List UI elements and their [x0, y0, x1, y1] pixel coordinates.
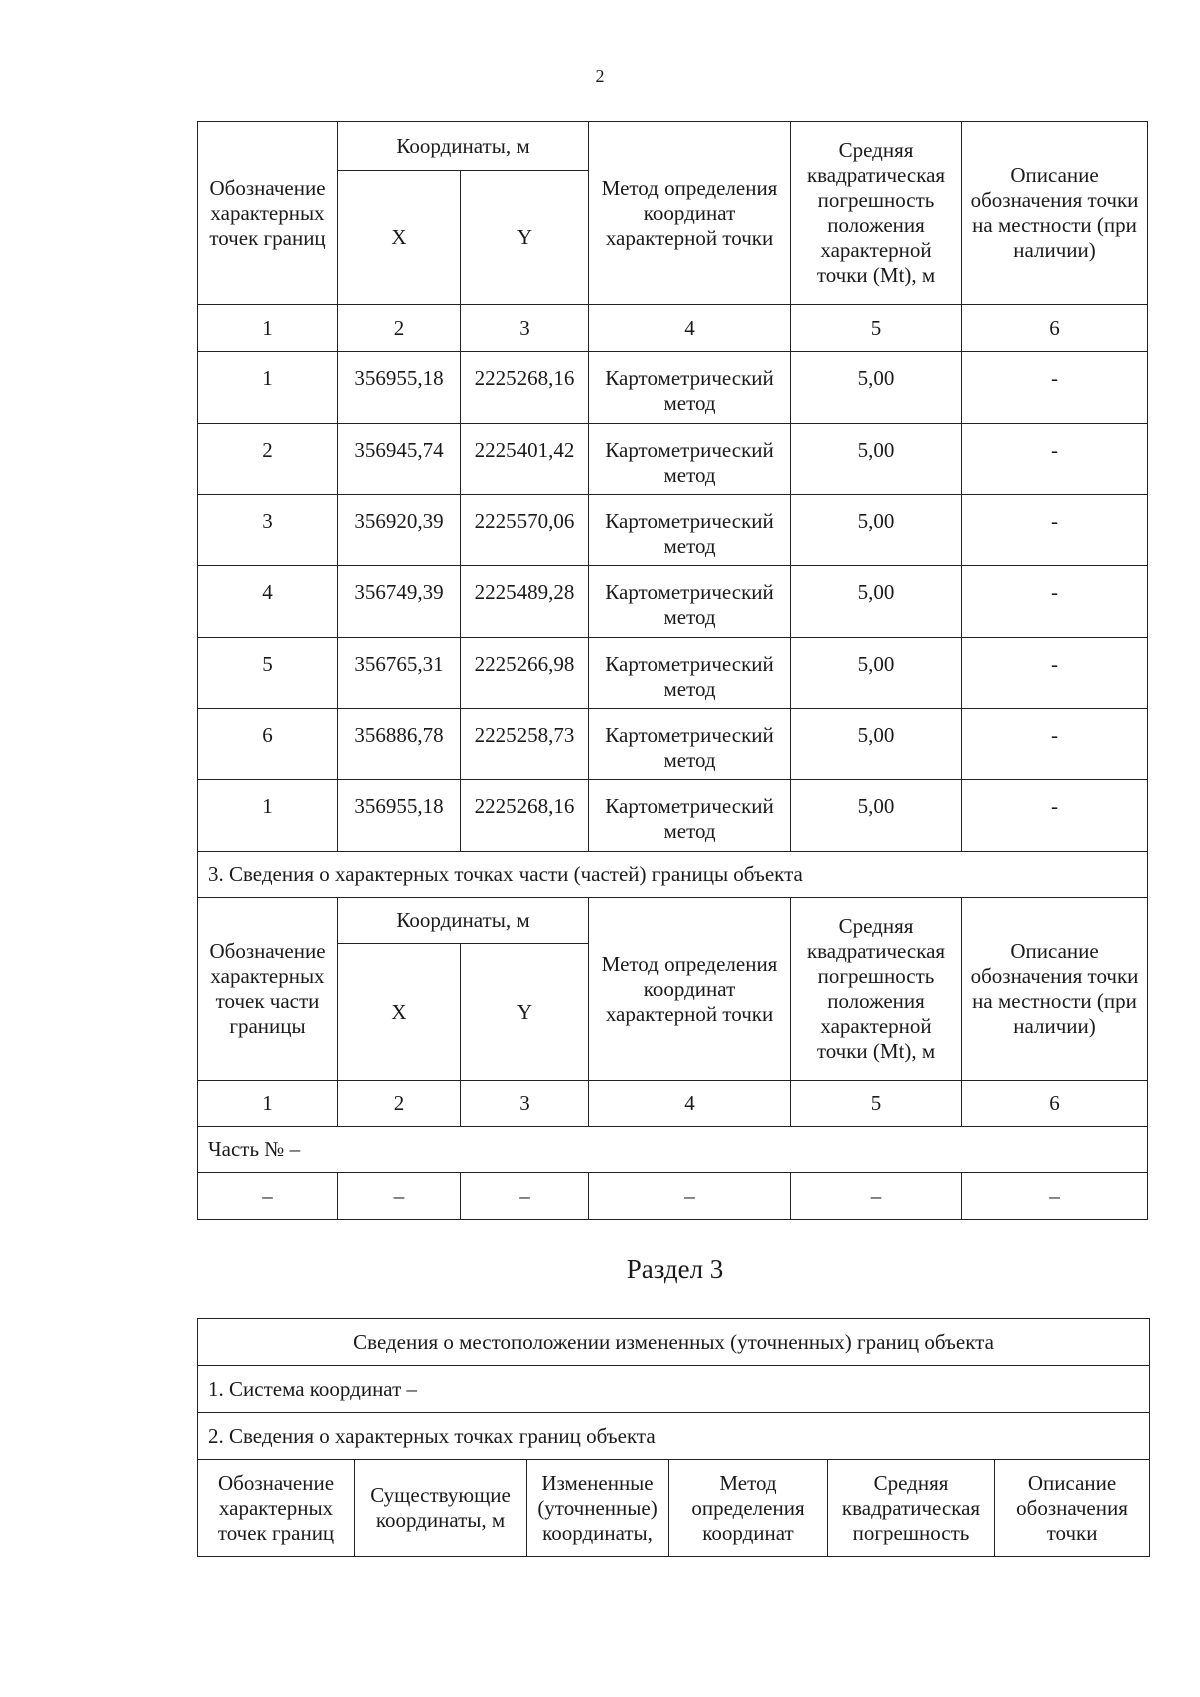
- point-description: -: [962, 709, 1148, 780]
- changed-boundaries-table: [197, 1318, 1150, 1557]
- table-row: [198, 638, 1148, 709]
- empty-cell: –: [791, 1173, 962, 1220]
- table2-title: Сведения о местоположении измененных (уточненных) границ объекта: [198, 1319, 1150, 1366]
- point-description: -: [962, 352, 1148, 424]
- point-id: 5: [198, 638, 338, 709]
- table-row: [198, 780, 1148, 852]
- coord-system: 1. Система координат –: [198, 1366, 1150, 1413]
- point-y: 2225258,73: [461, 709, 589, 780]
- point-id: 4: [198, 566, 338, 638]
- point-y: 2225266,98: [461, 638, 589, 709]
- header-error: Средняя квадратическая погрешность положения характерной точки (Mt), м: [791, 898, 962, 1081]
- column-number: 2: [338, 305, 461, 352]
- table-row: [198, 1173, 1148, 1220]
- header-error: Средняя квадратическая погрешность: [828, 1460, 995, 1557]
- point-method: Картометрический метод: [589, 566, 791, 638]
- part-label: Часть № –: [198, 1127, 1148, 1173]
- column-number: 3: [461, 305, 589, 352]
- point-method: Картометрический метод: [589, 709, 791, 780]
- point-error: 5,00: [791, 352, 962, 424]
- point-error: 5,00: [791, 780, 962, 852]
- empty-cell: –: [338, 1173, 461, 1220]
- point-error: 5,00: [791, 566, 962, 638]
- column-number: 3: [461, 1081, 589, 1127]
- point-id: 1: [198, 780, 338, 852]
- column-number: 5: [791, 1081, 962, 1127]
- header-description: Описание обозначения точки на местности (при наличии): [962, 122, 1148, 305]
- point-x: 356886,78: [338, 709, 461, 780]
- point-y: 2225268,16: [461, 780, 589, 852]
- point-error: 5,00: [791, 709, 962, 780]
- point-id: 6: [198, 709, 338, 780]
- header-row: [198, 1460, 1150, 1557]
- point-x: 356749,39: [338, 566, 461, 638]
- table-row: [198, 352, 1148, 424]
- column-number: 4: [589, 305, 791, 352]
- point-id: 2: [198, 424, 338, 495]
- table-row: [198, 566, 1148, 638]
- column-number: 1: [198, 1081, 338, 1127]
- point-error: 5,00: [791, 638, 962, 709]
- point-id: 1: [198, 352, 338, 424]
- header-coordinates: Координаты, м: [338, 122, 589, 171]
- point-y: 2225268,16: [461, 352, 589, 424]
- header-method: Метод определения координат характерной точки: [589, 898, 791, 1081]
- empty-cell: –: [589, 1173, 791, 1220]
- point-x: 356945,74: [338, 424, 461, 495]
- header-changed-coords: Измененные (уточненные) координаты,: [527, 1460, 669, 1557]
- point-description: -: [962, 424, 1148, 495]
- point-description: -: [962, 566, 1148, 638]
- point-method: Картометрический метод: [589, 495, 791, 566]
- header-description: Описание обозначения точки на местности (при наличии): [962, 898, 1148, 1081]
- section-heading: Раздел 3: [626, 1254, 724, 1284]
- point-description: -: [962, 495, 1148, 566]
- header-existing-coords: Существующие координаты, м: [355, 1460, 527, 1557]
- table-row: [198, 709, 1148, 780]
- header-method: Метод определения координат характерной точки: [589, 122, 791, 305]
- column-number: 5: [791, 305, 962, 352]
- point-x: 356955,18: [338, 352, 461, 424]
- header-designation: Обозначение характерных точек границ: [198, 122, 338, 305]
- header-y: Y: [461, 944, 589, 1081]
- table-row: [198, 495, 1148, 566]
- table-row: [198, 424, 1148, 495]
- header-y: Y: [461, 171, 589, 305]
- header-designation-part: Обозначение характерных точек части границы: [198, 898, 338, 1081]
- point-method: Картометрический метод: [589, 780, 791, 852]
- column-number: 4: [589, 1081, 791, 1127]
- header-error: Средняя квадратическая погрешность положения характерной точки (Mt), м: [791, 122, 962, 305]
- column-number: 6: [962, 305, 1148, 352]
- point-y: 2225401,42: [461, 424, 589, 495]
- point-x: 356955,18: [338, 780, 461, 852]
- column-number-row: [198, 305, 1148, 352]
- point-error: 5,00: [791, 495, 962, 566]
- point-description: -: [962, 638, 1148, 709]
- header-designation: Обозначение характерных точек границ: [198, 1460, 355, 1557]
- column-number: 2: [338, 1081, 461, 1127]
- empty-cell: –: [198, 1173, 338, 1220]
- page-number: 2: [595, 66, 605, 86]
- point-description: -: [962, 780, 1148, 852]
- header-x: X: [338, 944, 461, 1081]
- point-method: Картометрический метод: [589, 352, 791, 424]
- header-description: Описание обозначения точки: [995, 1460, 1150, 1557]
- point-error: 5,00: [791, 424, 962, 495]
- point-method: Картометрический метод: [589, 424, 791, 495]
- column-number: 6: [962, 1081, 1148, 1127]
- point-x: 356765,31: [338, 638, 461, 709]
- empty-cell: –: [962, 1173, 1148, 1220]
- point-y: 2225489,28: [461, 566, 589, 638]
- point-y: 2225570,06: [461, 495, 589, 566]
- boundary-points-table: [197, 121, 1148, 1220]
- empty-cell: –: [461, 1173, 589, 1220]
- point-id: 3: [198, 495, 338, 566]
- point-method: Картометрический метод: [589, 638, 791, 709]
- header-x: X: [338, 171, 461, 305]
- column-number: 1: [198, 305, 338, 352]
- column-number-row: [198, 1081, 1148, 1127]
- point-x: 356920,39: [338, 495, 461, 566]
- section3-title: 3. Сведения о характерных точках части (частей) границы объекта: [198, 852, 1148, 898]
- header-coordinates: Координаты, м: [338, 898, 589, 944]
- header-method: Метод определения координат: [669, 1460, 828, 1557]
- points-title: 2. Сведения о характерных точках границ объекта: [198, 1413, 1150, 1460]
